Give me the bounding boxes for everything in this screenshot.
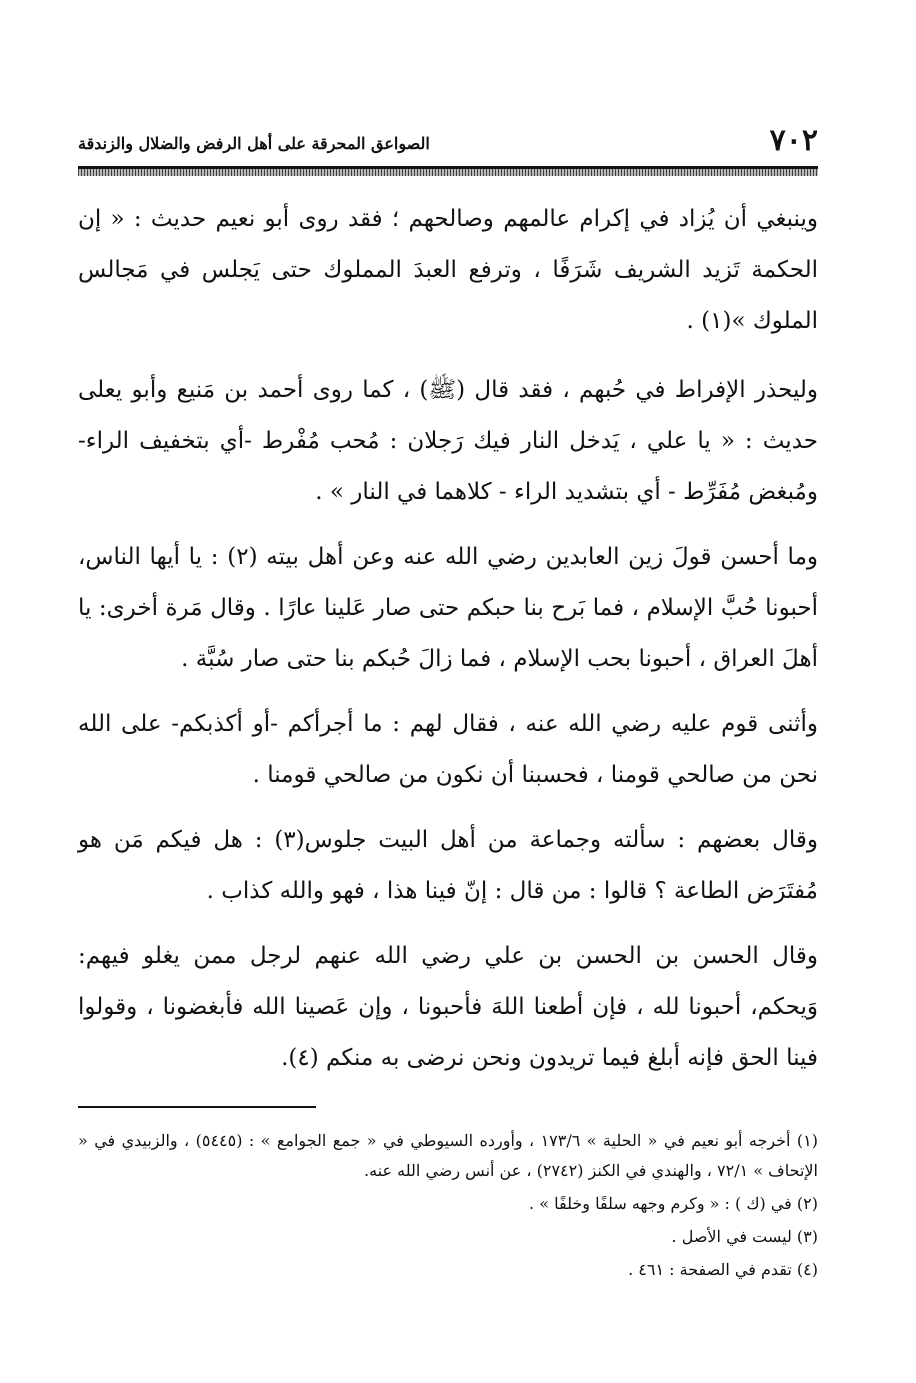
footnote: (٤) تقدم في الصفحة : ٤٦١ . — [628, 1260, 818, 1279]
paragraph: وقال بعضهم : سألته وجماعة من أهل البيت جلوس(٣) : هل فيكم مَن هو مُفتَرَض الطاعة ؟ قالوا : من قال : إنّ فينا هذا ، فهو والله كذاب . — [78, 827, 818, 904]
footnote-divider — [78, 1106, 316, 1108]
running-title: الصواعق المحرقة على أهل الرفض والضلال والزندقة — [78, 134, 430, 153]
footnotes — [78, 1126, 818, 1285]
footnote: (١) أخرجه أبو نعيم في « الحلية » ١٧٣/٦ ، وأورده السيوطي في « جمع الجوامع » : (٥٤٤٥) ، والزبيدي في « الإتحاف » ٧٢/١ ، والهندي في الكنز (٢٧٤٢) ، عن أنس رضي الله عنه. — [78, 1131, 818, 1180]
paragraph: وينبغي أن يُزاد في إكرام عالمهم وصالحهم ؛ فقد روى أبو نعيم حديث : « إن الحكمة تَزيد الشريف شَرَفًا ، وترفع العبدَ المملوك حتى يَجلس في مَجالس الملوك »(١) . — [78, 206, 818, 334]
paragraph: وما أحسن قولَ زين العابدين رضي الله عنه وعن أهل بيته (٢) : يا أيها الناس، أحبونا حُبَّ الإسلام ، فما بَرح بنا حبكم حتى صار عَلينا عارًا . وقال مَرة أخرى: يا أهلَ العراق ، أحبونا بحب الإسلام ، فما زالَ حُبكم بنا حتى صار سُبَّة . — [78, 544, 818, 672]
body-text — [78, 194, 818, 1084]
page-header — [78, 118, 818, 156]
paragraph: وقال الحسن بن الحسن بن علي رضي الله عنهم لرجل ممن يغلو فيهم: وَيحكم، أحبونا لله ، فإن أطعنا اللهَ فأحبونا ، وإن عَصينا الله فأبغضونا ، وقولوا فينا الحق فإنه أبلغ فيما تريدون ونحن نرضى به منكم (٤). — [78, 943, 818, 1071]
footnote: (٢) في (ك ) : « وكرم وجهه سلفًا وخلفًا » . — [529, 1194, 818, 1213]
header-rule — [78, 166, 818, 176]
book-page — [78, 118, 818, 1288]
paragraph: وليحذر الإفراط في حُبهم ، فقد قال (ﷺ) ، كما روى أحمد بن مَنيع وأبو يعلى حديث : « يا علي ، يَدخل النار فيك رَجلان : مُحب مُفْرط -أي بتخفيف الراء- ومُبغض مُفَرِّط - أي بتشديد الراء - كلاهما في النار » . — [78, 377, 818, 505]
footnote: (٣) ليست في الأصل . — [671, 1227, 818, 1246]
paragraph: وأثنى قوم عليه رضي الله عنه ، فقال لهم : ما أجرأكم -أو أكذبكم- على الله نحن من صالحي قومنا ، فحسبنا أن نكون من صالحي قومنا . — [78, 711, 818, 788]
page-number: ٧٠٢ — [769, 123, 818, 158]
